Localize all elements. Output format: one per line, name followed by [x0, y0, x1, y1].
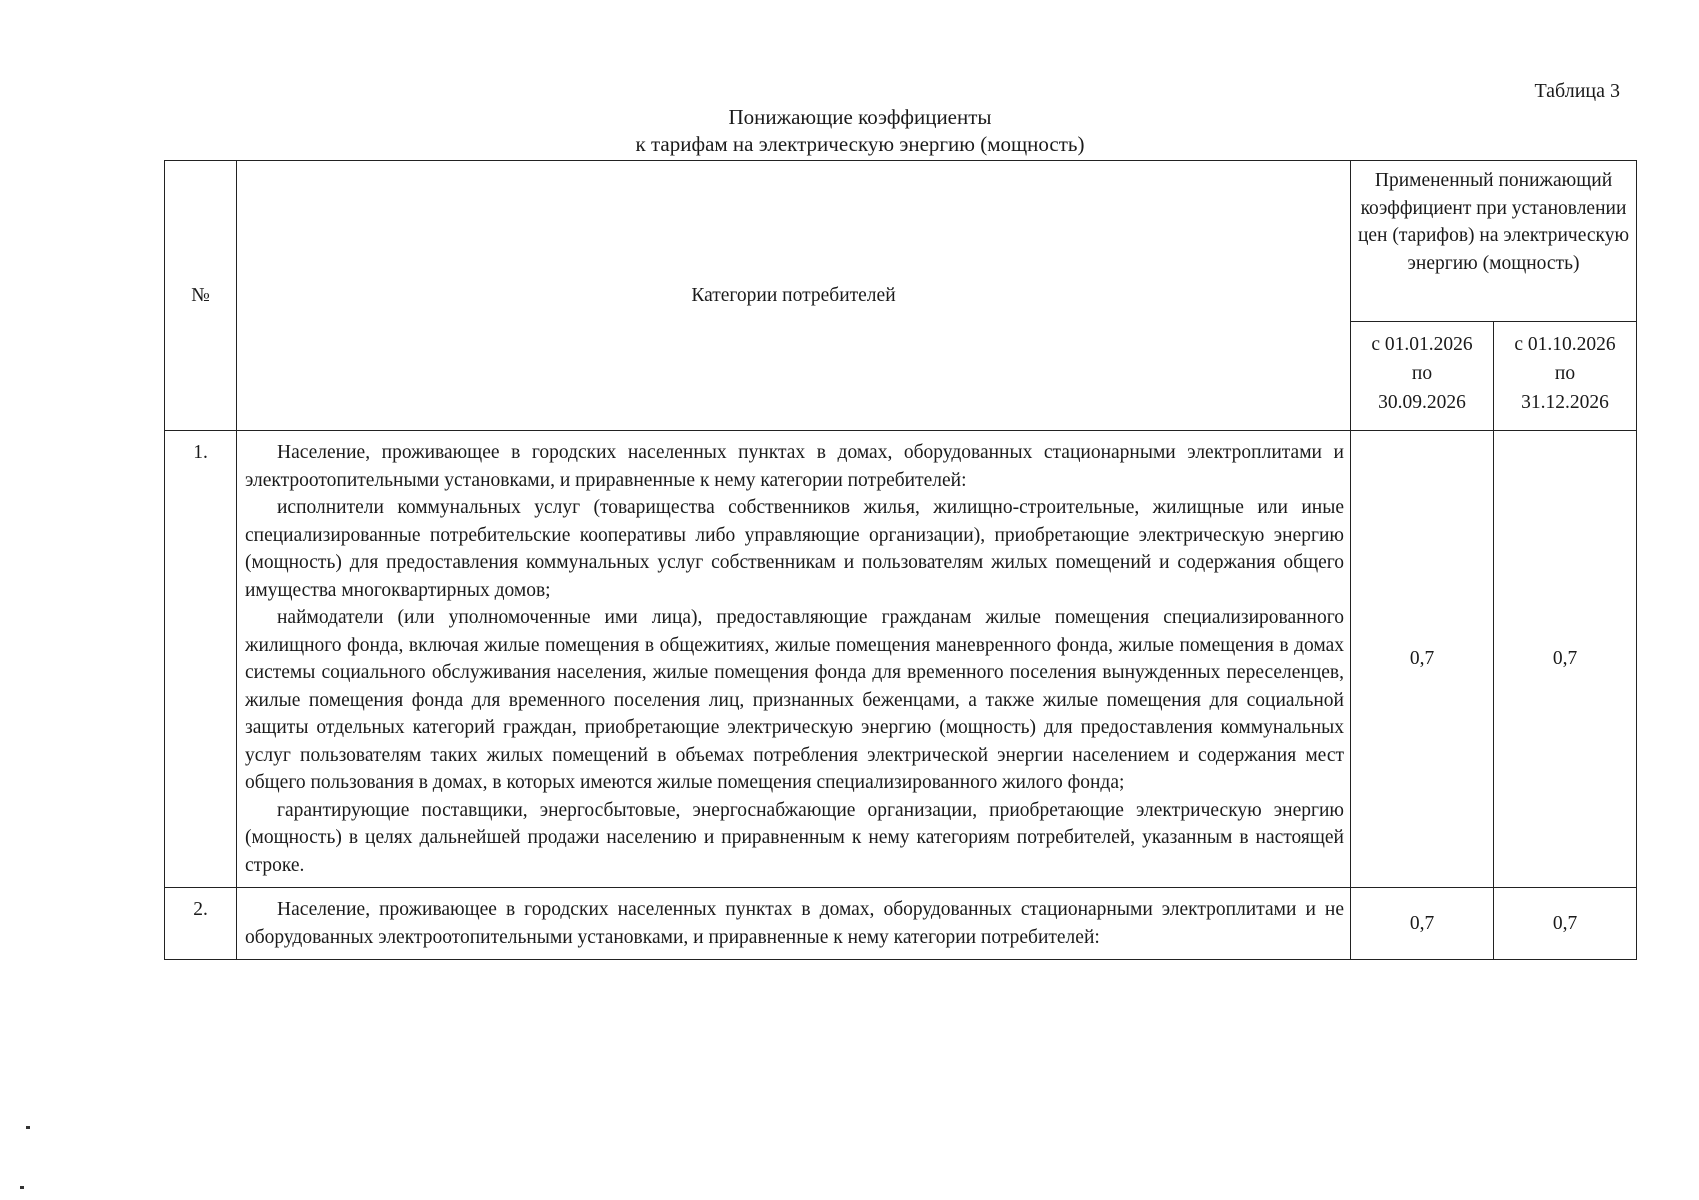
- title-line-1: Понижающие коэффициенты: [728, 105, 992, 129]
- table-title: [560, 104, 1160, 158]
- period-2-to: 31.12.2026: [1521, 392, 1609, 413]
- header-period-1: [1351, 322, 1494, 431]
- period-2-from: с 01.10.2026: [1514, 334, 1616, 355]
- paragraph: гарантирующие поставщики, энергосбытовые, энергоснабжающие организации, приобретающие электрическую энергию (мощность) в целях дальнейшей продажи населению и приравненным к нему категориям потребителей, указанным в настоящей строке.: [245, 799, 1344, 876]
- paragraph: исполнители коммунальных услуг (товарищества собственников жилья, жилищно-строительные, жилищные или иные специализированные потребительские кооперативы либо управляющие организации), приобретающие электрическую энергию (мощность) для предоставления коммунальных услуг собственникам и пользователям жилых помещений и содержания общего имущества многоквартирных домов;: [245, 497, 1344, 601]
- header-coefficient: Примененный понижающий коэффициент при установлении цен (тарифов) на электрическую энергию (мощность): [1351, 161, 1637, 322]
- period-1-from: с 01.01.2026: [1371, 334, 1473, 355]
- paragraph: наймодатели (или уполномоченные ими лица), предоставляющие гражданам жилые помещения специализированного жилищного фонда, включая жилые помещения в общежитиях, жилые помещения маневренного фонда, жилые помещения в домах системы социального обслуживания населения, жилые помещения фонда для временного поселения вынужденных переселенцев, жилые помещения фонда для временного поселения лиц, признанных беженцами, а также жилые помещения для социальной защиты отдельных категорий граждан, приобретающие электрическую энергию (мощность) для предоставления коммунальных услуг пользователям таких жилых помещений в объемах потребления электрической энергии населением и содержания мест общего пользования в домах, в которых имеются жилые помещения специализированного жилого фонда;: [245, 607, 1344, 793]
- coefficients-table: [164, 160, 1637, 960]
- row-category-text: [237, 888, 1351, 960]
- title-line-2: к тарифам на электрическую энергию (мощность): [635, 132, 1085, 156]
- header-row: [165, 161, 1637, 322]
- paragraph: Население, проживающее в городских населенных пунктах в домах, оборудованных стационарными электроплитами и не оборудованных электроотопительными установками, и приравненные к нему категории потребителей:: [245, 899, 1344, 948]
- table-row: [165, 888, 1637, 960]
- period-1-to-word: по: [1411, 363, 1433, 384]
- scan-mark: [26, 1126, 30, 1129]
- row-number: 2.: [165, 888, 237, 960]
- header-num: №: [165, 161, 237, 431]
- row-number: 1.: [165, 431, 237, 888]
- period-2-to-word: по: [1554, 363, 1576, 384]
- paragraph: Население, проживающее в городских населенных пунктах в домах, оборудованных стационарными электроплитами и электроотопительными установками, и приравненные к нему категории потребителей:: [245, 442, 1344, 491]
- scan-mark: [20, 1186, 24, 1189]
- table-label: Таблица 3: [1534, 80, 1620, 102]
- row-value-period-1: 0,7: [1351, 888, 1494, 960]
- row-value-period-1: 0,7: [1351, 431, 1494, 888]
- period-1-to: 30.09.2026: [1378, 392, 1466, 413]
- header-category: Категории потребителей: [237, 161, 1351, 431]
- header-period-2: [1494, 322, 1637, 431]
- row-category-text: [237, 431, 1351, 888]
- row-value-period-2: 0,7: [1494, 888, 1637, 960]
- table-row: [165, 431, 1637, 888]
- row-value-period-2: 0,7: [1494, 431, 1637, 888]
